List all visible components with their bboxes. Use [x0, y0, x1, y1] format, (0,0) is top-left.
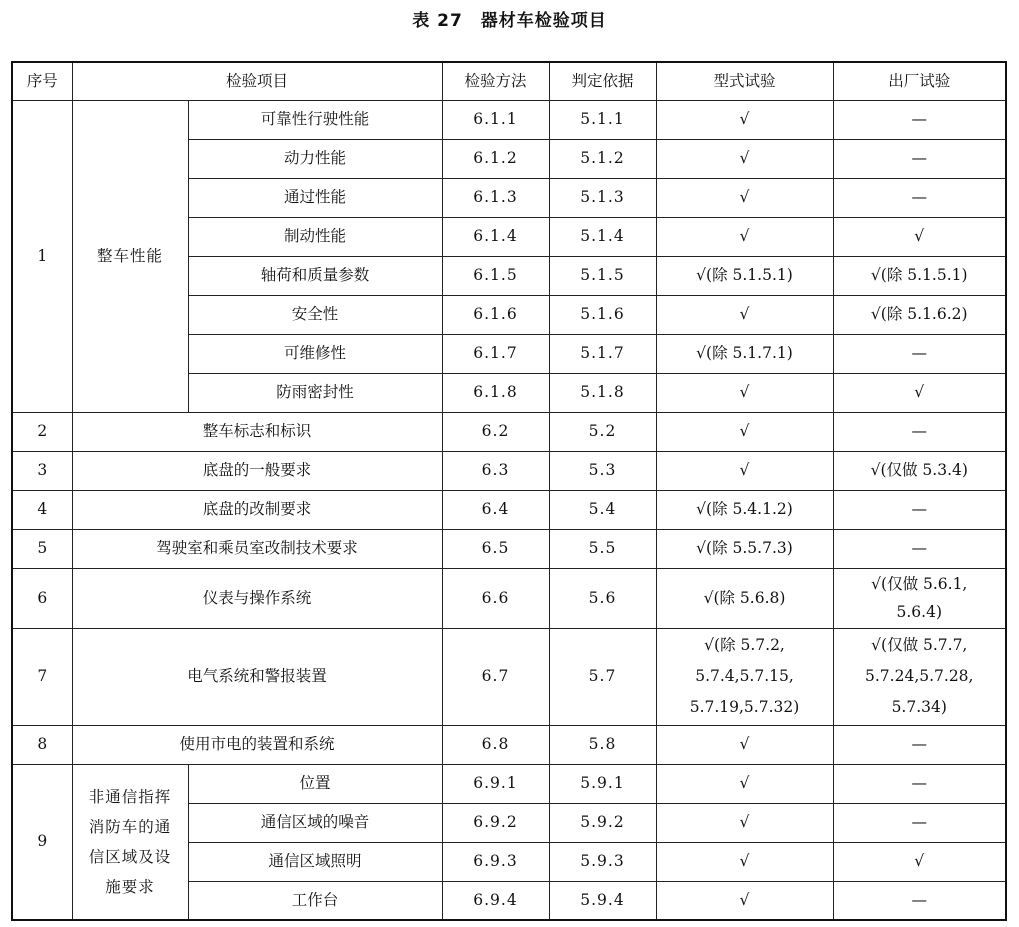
basis-cell: 5.9.2	[549, 803, 656, 842]
basis-cell: 5.6	[549, 568, 656, 628]
factory-test-line: √(仅做 5.7.7,	[871, 636, 968, 654]
seq-cell: 6	[12, 568, 72, 628]
type-test-cell: √	[656, 373, 833, 412]
factory-test-cell: —	[833, 139, 1006, 178]
basis-cell: 5.3	[549, 451, 656, 490]
table-row	[12, 412, 1006, 451]
basis-cell: 5.5	[549, 529, 656, 568]
method-cell: 6.1.3	[442, 178, 549, 217]
table-row	[12, 100, 1006, 139]
type-test-cell: √	[656, 803, 833, 842]
group-cell: 整车性能	[72, 100, 188, 412]
factory-test-line: √(仅做 5.6.1,	[871, 575, 968, 593]
method-cell: 6.1.5	[442, 256, 549, 295]
factory-test-cell: √(仅做 5.3.4)	[833, 451, 1006, 490]
factory-test-cell: —	[833, 334, 1006, 373]
factory-test-cell: —	[833, 100, 1006, 139]
type-test-cell: √	[656, 881, 833, 920]
method-cell: 6.9.3	[442, 842, 549, 881]
type-test-line: √(除 5.7.2,	[704, 636, 785, 654]
type-test-cell: √	[656, 412, 833, 451]
factory-test-line: 5.6.4)	[896, 603, 942, 621]
seq-cell: 7	[12, 628, 72, 725]
type-test-cell: √	[656, 217, 833, 256]
basis-cell: 5.1.4	[549, 217, 656, 256]
method-cell: 6.3	[442, 451, 549, 490]
seq-cell: 3	[12, 451, 72, 490]
method-cell: 6.1.1	[442, 100, 549, 139]
table-title: 表 27 器材车检验项目	[412, 11, 607, 31]
seq-cell: 4	[12, 490, 72, 529]
factory-test-cell	[833, 568, 1006, 628]
method-cell: 6.9.4	[442, 881, 549, 920]
table-row	[12, 628, 1006, 725]
item-cell: 工作台	[188, 881, 442, 920]
item-cell: 仪表与操作系统	[72, 568, 442, 628]
method-cell: 6.6	[442, 568, 549, 628]
seq-cell: 8	[12, 725, 72, 764]
basis-cell: 5.2	[549, 412, 656, 451]
method-cell: 6.9.2	[442, 803, 549, 842]
table-row	[12, 725, 1006, 764]
basis-cell: 5.1.7	[549, 334, 656, 373]
item-cell: 位置	[188, 764, 442, 803]
factory-test-cell: √(除 5.1.6.2)	[833, 295, 1006, 334]
factory-test-cell: √	[833, 217, 1006, 256]
basis-cell: 5.1.3	[549, 178, 656, 217]
basis-cell: 5.4	[549, 490, 656, 529]
header-factory-test: 出厂试验	[833, 62, 1006, 100]
factory-test-cell	[833, 628, 1006, 725]
item-cell: 制动性能	[188, 217, 442, 256]
method-cell: 6.5	[442, 529, 549, 568]
table-row	[12, 568, 1006, 628]
method-cell: 6.4	[442, 490, 549, 529]
inspection-table	[11, 61, 1007, 921]
item-cell: 安全性	[188, 295, 442, 334]
header-item: 检验项目	[72, 62, 442, 100]
header-seq: 序号	[12, 62, 72, 100]
basis-cell: 5.1.1	[549, 100, 656, 139]
factory-test-cell: √(除 5.1.5.1)	[833, 256, 1006, 295]
item-cell: 通信区域照明	[188, 842, 442, 881]
group-cell	[72, 764, 188, 920]
method-cell: 6.2	[442, 412, 549, 451]
item-cell: 可靠性行驶性能	[188, 100, 442, 139]
item-cell: 使用市电的装置和系统	[72, 725, 442, 764]
factory-test-cell: —	[833, 529, 1006, 568]
type-test-cell: √(除 5.1.7.1)	[656, 334, 833, 373]
basis-cell: 5.1.6	[549, 295, 656, 334]
item-cell: 防雨密封性	[188, 373, 442, 412]
table-row	[12, 764, 1006, 803]
basis-cell: 5.8	[549, 725, 656, 764]
header-basis: 判定依据	[549, 62, 656, 100]
header-type-test: 型式试验	[656, 62, 833, 100]
method-cell: 6.1.8	[442, 373, 549, 412]
item-cell: 通信区域的噪音	[188, 803, 442, 842]
basis-cell: 5.1.5	[549, 256, 656, 295]
factory-test-line: 5.7.24,5.7.28,	[865, 667, 974, 685]
basis-cell: 5.9.1	[549, 764, 656, 803]
group-line: 施要求	[105, 877, 155, 896]
factory-test-cell: —	[833, 764, 1006, 803]
basis-cell: 5.1.2	[549, 139, 656, 178]
item-cell: 轴荷和质量参数	[188, 256, 442, 295]
type-test-cell: √	[656, 178, 833, 217]
seq-cell: 9	[12, 764, 72, 920]
item-cell: 底盘的改制要求	[72, 490, 442, 529]
type-test-cell: √	[656, 764, 833, 803]
table-row	[12, 451, 1006, 490]
seq-cell: 2	[12, 412, 72, 451]
type-test-cell	[656, 628, 833, 725]
header-row	[12, 62, 1006, 100]
item-cell: 可维修性	[188, 334, 442, 373]
item-cell: 整车标志和标识	[72, 412, 442, 451]
header-method: 检验方法	[442, 62, 549, 100]
factory-test-cell: —	[833, 725, 1006, 764]
item-cell: 动力性能	[188, 139, 442, 178]
type-test-cell: √(除 5.6.8)	[656, 568, 833, 628]
factory-test-cell: √	[833, 842, 1006, 881]
factory-test-cell: √	[833, 373, 1006, 412]
item-cell: 电气系统和警报装置	[72, 628, 442, 725]
method-cell: 6.1.6	[442, 295, 549, 334]
basis-cell: 5.9.4	[549, 881, 656, 920]
method-cell: 6.1.2	[442, 139, 549, 178]
type-test-cell: √	[656, 725, 833, 764]
group-line: 信区域及设	[88, 847, 172, 866]
factory-test-cell: —	[833, 178, 1006, 217]
method-cell: 6.1.4	[442, 217, 549, 256]
method-cell: 6.7	[442, 628, 549, 725]
method-cell: 6.9.1	[442, 764, 549, 803]
type-test-cell: √	[656, 842, 833, 881]
type-test-line: 5.7.4,5.7.15,	[695, 667, 794, 685]
factory-test-cell: —	[833, 412, 1006, 451]
seq-cell: 1	[12, 100, 72, 412]
item-cell: 通过性能	[188, 178, 442, 217]
item-cell: 驾驶室和乘员室改制技术要求	[72, 529, 442, 568]
type-test-cell: √	[656, 451, 833, 490]
type-test-cell: √	[656, 100, 833, 139]
table-row	[12, 529, 1006, 568]
factory-test-cell: —	[833, 490, 1006, 529]
type-test-cell: √(除 5.1.5.1)	[656, 256, 833, 295]
basis-cell: 5.9.3	[549, 842, 656, 881]
basis-cell: 5.7	[549, 628, 656, 725]
table-row	[12, 490, 1006, 529]
type-test-cell: √(除 5.4.1.2)	[656, 490, 833, 529]
factory-test-line: 5.7.34)	[891, 698, 947, 716]
method-cell: 6.8	[442, 725, 549, 764]
type-test-cell: √	[656, 139, 833, 178]
group-line: 消防车的通	[88, 817, 172, 836]
factory-test-cell: —	[833, 881, 1006, 920]
type-test-cell: √(除 5.5.7.3)	[656, 529, 833, 568]
group-line: 非通信指挥	[88, 787, 172, 806]
method-cell: 6.1.7	[442, 334, 549, 373]
item-cell: 底盘的一般要求	[72, 451, 442, 490]
basis-cell: 5.1.8	[549, 373, 656, 412]
factory-test-cell: —	[833, 803, 1006, 842]
type-test-cell: √	[656, 295, 833, 334]
seq-cell: 5	[12, 529, 72, 568]
type-test-line: 5.7.19,5.7.32)	[689, 698, 800, 716]
